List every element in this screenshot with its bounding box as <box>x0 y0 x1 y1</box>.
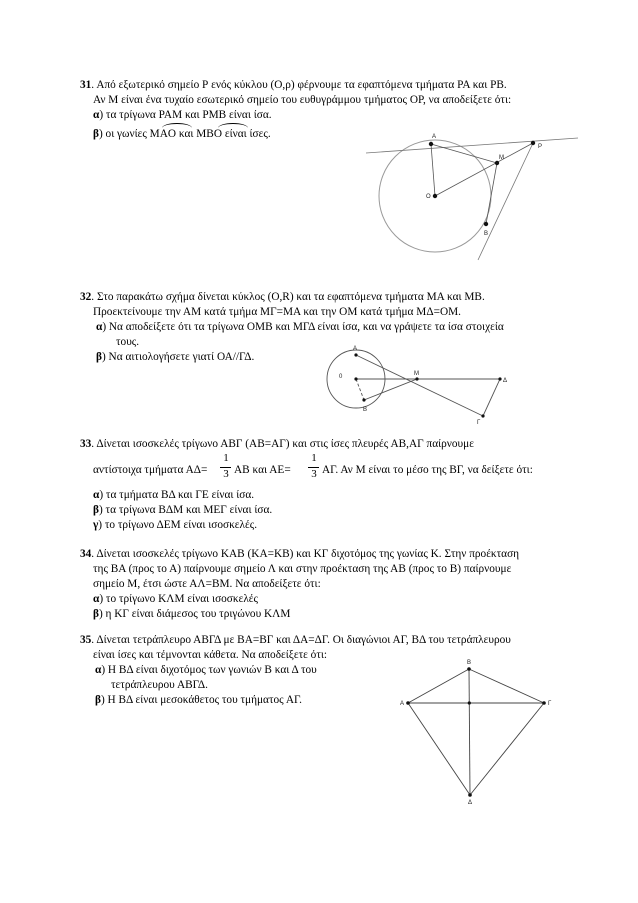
line-ag <box>356 355 483 416</box>
diagonal-bd <box>469 669 470 795</box>
label-o: O <box>426 194 431 200</box>
problem-35-part-b <box>95 693 302 707</box>
point-g <box>542 701 546 705</box>
part-marker: β <box>95 694 101 706</box>
label-g: Γ <box>548 701 552 707</box>
point-p <box>531 141 535 145</box>
part-text: ) τα τμήματα ΒΔ και ΓΕ είναι ίσα. <box>99 489 255 501</box>
problem-number: 35 <box>80 634 92 646</box>
problem-number: 33 <box>80 438 92 450</box>
problem-31-line-2: Αν Μ είναι ένα τυχαίο εσωτερικό σημείο του ευθυγράμμου τμήματος ΟΡ, να αποδείξετε ότι: <box>93 94 512 106</box>
label-b: B <box>467 660 472 666</box>
point-b <box>467 667 471 671</box>
part-text: ) το τρίγωνο ΚΛΜ είναι ισοσκελές <box>99 593 259 605</box>
part-text: ) Να αποδείξετε ότι τα τρίγωνα ΟΜΒ και ΜΓΔ είναι ίσα, και να γράψετε τα ίσα στοιχεία <box>102 321 504 333</box>
tangent-pb <box>478 143 533 260</box>
part-marker: α <box>96 321 103 333</box>
point-b <box>362 398 365 401</box>
problem-34-line-3: σημείο Μ, έτσι ώστε ΑΛ=ΒΜ. Να αποδείξετε ότι: <box>93 578 321 590</box>
angle-mao: MAO <box>149 128 177 140</box>
label-a: A <box>400 701 405 707</box>
part-marker: β <box>96 351 102 363</box>
part-text: και <box>176 128 197 140</box>
fraction-numerator: 1 <box>223 452 229 464</box>
label-b: B <box>484 231 489 237</box>
problem-33-line-2b: ΑΒ και ΑΕ= <box>234 464 291 476</box>
problem-34-line-2: της ΒΑ (προς το Α) παίρνουμε σημείο Λ και στην προέκταση της ΑΒ (προς το Β) παίρνουμε <box>93 563 512 575</box>
problem-35-part-a <box>95 663 317 677</box>
problem-31-part-a <box>93 108 272 122</box>
label-m: M <box>414 371 419 377</box>
label-a: A <box>432 134 437 140</box>
point-a <box>429 142 433 146</box>
problem-31-line-1 <box>80 78 507 92</box>
problem-33-line-2c: ΑΓ. Αν Μ είναι το μέσο της ΒΓ, να δείξετε ότι: <box>322 464 533 476</box>
fraction-denominator: 3 <box>311 468 317 480</box>
problem-32-line-1 <box>80 290 485 304</box>
problem-number: 34 <box>80 548 92 560</box>
label-m: M <box>499 155 504 161</box>
label-a: A <box>353 346 358 352</box>
problem-33-part-c <box>93 518 257 532</box>
point-intersection <box>468 701 471 704</box>
point-m <box>495 161 499 165</box>
problem-31-part-b <box>93 127 271 141</box>
part-marker: β <box>93 504 99 516</box>
label-d: Δ <box>468 800 473 806</box>
part-text: ) η ΚΓ είναι διάμεσος του τριγώνου ΚΛΜ <box>98 608 291 620</box>
label-b: B <box>363 407 368 413</box>
angle-hat-2 <box>218 123 248 128</box>
part-marker: α <box>93 489 100 501</box>
radius-ob <box>356 379 364 400</box>
part-marker: β <box>93 608 99 620</box>
label-o: 0 <box>339 374 343 380</box>
part-text: είναι ίσες. <box>222 128 271 140</box>
label-g: Γ <box>477 420 481 426</box>
problem-text: . Δίνεται τετράπλευρο ΑΒΓΔ με ΒΑ=ΒΓ και ΔΑ=ΔΓ. Οι διαγώνιοι ΑΓ, ΒΔ του τετράπλευρου <box>91 634 511 646</box>
side-ba <box>408 669 469 703</box>
part-text: ) τα τρίγωνα ΒΔΜ και ΜΕΓ είναι ίσα. <box>98 504 273 516</box>
side-ad <box>408 703 470 795</box>
fraction-numerator: 1 <box>311 452 317 464</box>
part-text: ) Η ΒΔ είναι μεσοκάθετος του τμήματος ΑΓ. <box>100 694 302 706</box>
problem-34-part-a <box>93 592 258 606</box>
problem-32-part-a <box>96 320 504 334</box>
problem-32-part-b <box>96 350 254 364</box>
side-bg <box>469 669 544 703</box>
problem-number: 32 <box>80 291 92 303</box>
problem-33-part-a <box>93 488 254 502</box>
problem-35-line-2: είναι ίσες και τέμνονται κάθετα. Να αποδείξετε ότι: <box>93 649 328 661</box>
tangent-pa <box>366 138 578 153</box>
angle-mbo: MBO <box>196 128 222 140</box>
point-o <box>433 194 437 198</box>
figure-31 <box>360 128 580 268</box>
problem-33-part-b <box>93 503 272 517</box>
point-b <box>484 222 488 226</box>
problem-text: . Από εξωτερικό σημείο Ρ ενός κύκλου (O,ρ) φέρνουμε τα εφαπτόμενα τμήματα ΡΑ και ΡΒ. <box>91 79 507 91</box>
segment-bm <box>364 379 417 400</box>
part-text: ) οι γωνίες <box>98 128 150 140</box>
figure-32 <box>328 340 518 426</box>
part-text: ) Να αιτιολογήσετε γιατί ΟΑ//ΓΔ. <box>101 351 255 363</box>
segment-op <box>435 143 533 196</box>
label-p: P <box>538 144 543 150</box>
point-d <box>468 793 472 797</box>
point-a <box>354 353 357 356</box>
fraction-denominator: 3 <box>223 468 229 480</box>
part-text: ) Η ΒΔ είναι διχοτόμος των γωνιών Β και Δ του <box>101 664 317 676</box>
part-text: ) το τρίγωνο ΔΕΜ είναι ισοσκελές. <box>98 519 258 531</box>
problem-number: 31 <box>80 79 92 91</box>
problem-text: . Δίνεται ισοσκελές τρίγωνο ΚΑΒ (ΚΑ=ΚΒ) και ΚΓ διχοτόμος της γωνίας Κ. Στην προέκταση <box>91 548 520 560</box>
problem-33-line-1 <box>80 437 474 451</box>
problem-32-part-a-cont: τους. <box>116 336 140 348</box>
segment-gd <box>483 379 500 416</box>
problem-35-part-a-cont: τετράπλευρου ΑΒΓΔ. <box>111 679 208 691</box>
part-text: ) τα τρίγωνα ΡΑΜ και ΡΜΒ είναι ίσα. <box>99 109 272 121</box>
segment-am <box>431 144 497 163</box>
point-m <box>415 377 418 380</box>
problem-35-line-1 <box>80 633 511 647</box>
problem-text: . Στο παρακάτω σχήμα δίνεται κύκλος (O,R) και τα εφαπτόμενα τμήματα ΜΑ και ΜΒ. <box>91 291 485 303</box>
side-gd <box>470 703 544 795</box>
angle-hat-1 <box>162 123 192 128</box>
point-g <box>481 414 484 417</box>
segment-mb <box>486 163 497 224</box>
label-d: Δ <box>503 378 508 384</box>
point-d <box>498 377 501 380</box>
point-o <box>354 377 357 380</box>
part-marker: β <box>93 128 99 140</box>
part-marker: γ <box>93 519 99 531</box>
point-a <box>406 701 410 705</box>
part-marker: α <box>93 109 100 121</box>
problem-text: . Δίνεται ισοσκελές τρίγωνο ΑΒΓ (ΑΒ=ΑΓ) και στις ίσες πλευρές ΑΒ,ΑΓ παίρνουμε <box>91 438 474 450</box>
part-marker: α <box>95 664 102 676</box>
problem-34-part-b <box>93 607 290 621</box>
problem-32-line-2: Προεκτείνουμε την ΑΜ κατά τμήμα ΜΓ=ΜΑ και την ΟΜ κατά τμήμα ΜΔ=ΟΜ. <box>93 306 461 318</box>
figure-35 <box>398 658 578 808</box>
problem-33-line-2a: αντίστοιχα τμήματα ΑΔ= <box>93 464 208 476</box>
problem-34-line-1 <box>80 547 519 561</box>
part-marker: α <box>93 593 100 605</box>
segment-oa <box>431 144 435 196</box>
